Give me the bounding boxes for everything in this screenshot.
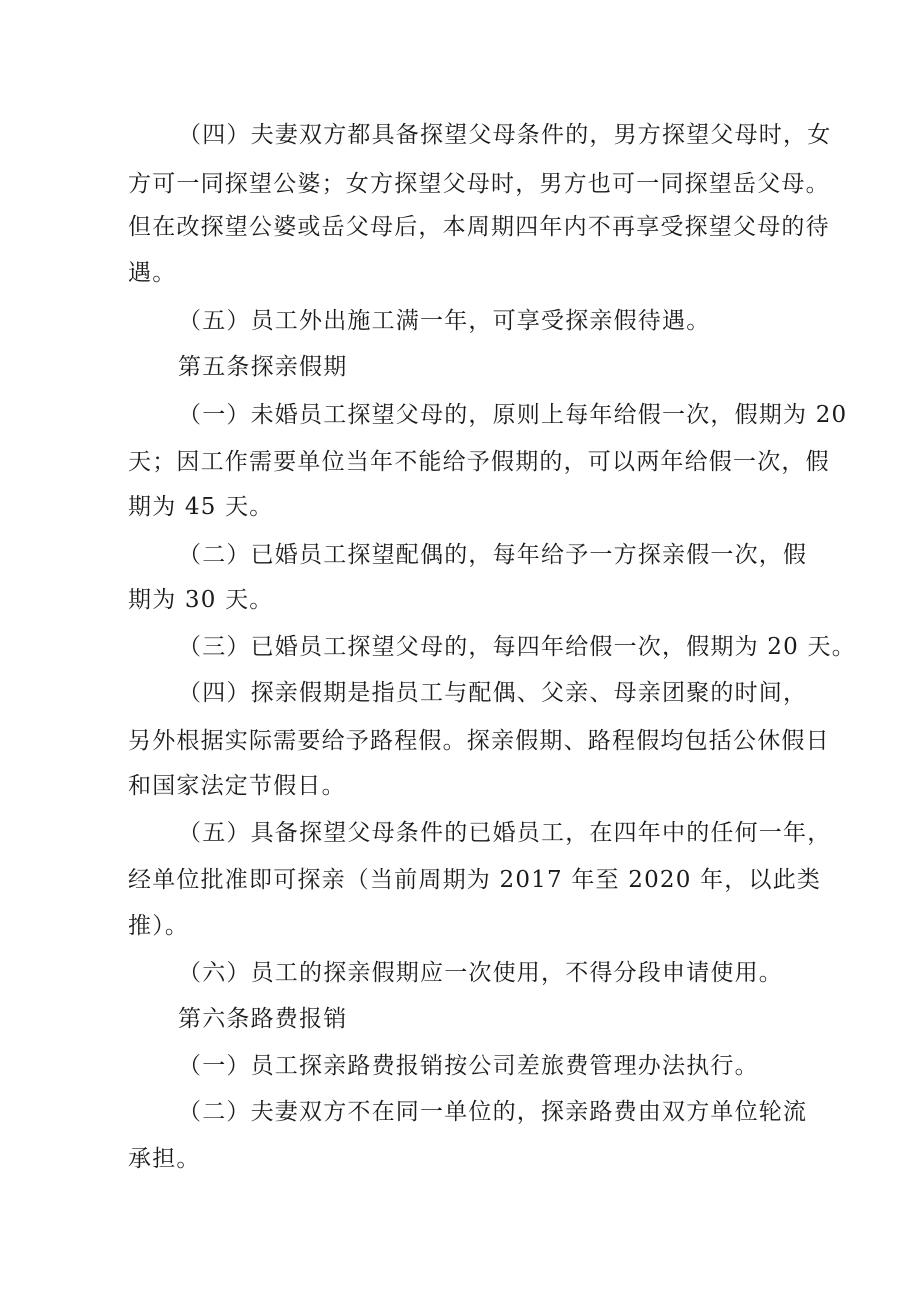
article-6-item-2-line-1: （二）夫妻双方不在同一单位的，探亲路费由双方单位轮流 <box>178 1099 808 1125</box>
article-6-item-1-line-1: （一）员工探亲路费报销按公司差旅费管理办法执行。 <box>178 1053 759 1079</box>
article-5-item-1-line-3: 期为 45 天。 <box>128 494 274 520</box>
article-6-heading: 第六条路费报销 <box>178 1006 348 1032</box>
article-5-item-3-line-1: （三）已婚员工探望父母的，每四年给假一次，假期为 20 天。 <box>178 634 856 660</box>
article-5-item-5-line-3: 推）。 <box>128 913 190 939</box>
article-5-item-5-line-1: （五）具备探望父母条件的已婚员工，在四年中的任何一年， <box>178 820 832 846</box>
article-5-heading: 第五条探亲假期 <box>178 354 348 380</box>
article-5-item-4-line-3: 和国家法定节假日。 <box>128 773 346 799</box>
paragraph-4-line-2: 方可一同探望公婆；女方探望父母时，男方也可一同探望岳父母。 <box>128 171 830 197</box>
paragraph-5-line-1: （五）员工外出施工满一年，可享受探亲假待遇。 <box>178 308 711 334</box>
article-5-item-1-line-1: （一）未婚员工探望父母的，原则上每年给假一次，假期为 20 <box>178 402 848 428</box>
paragraph-4-line-4: 遇。 <box>128 260 177 286</box>
article-5-item-4-line-1: （四）探亲假期是指员工与配偶、父亲、母亲团聚的时间， <box>178 680 808 706</box>
article-5-item-2-line-1: （二）已婚员工探望配偶的，每年给予一方探亲假一次，假 <box>178 542 808 568</box>
article-5-item-2-line-2: 期为 30 天。 <box>128 587 274 613</box>
article-6-item-2-line-2: 承担。 <box>128 1146 201 1172</box>
article-5-item-5-line-2: 经单位批准即可探亲（当前周期为 2017 年至 2020 年，以此类 <box>128 867 822 893</box>
article-5-item-6-line-1: （六）员工的探亲假期应一次使用，不得分段申请使用。 <box>178 960 783 986</box>
paragraph-4-line-1: （四）夫妻双方都具备探望父母条件的，男方探望父母时，女 <box>178 122 832 148</box>
article-5-item-4-line-2: 另外根据实际需要给予路程假。探亲假期、路程假均包括公休假日 <box>128 728 830 754</box>
article-5-item-1-line-2: 天；因工作需要单位当年不能给予假期的，可以两年给假一次，假 <box>128 449 830 475</box>
paragraph-4-line-3: 但在改探望公婆或岳父母后，本周期四年内不再享受探望父母的待 <box>128 214 830 240</box>
